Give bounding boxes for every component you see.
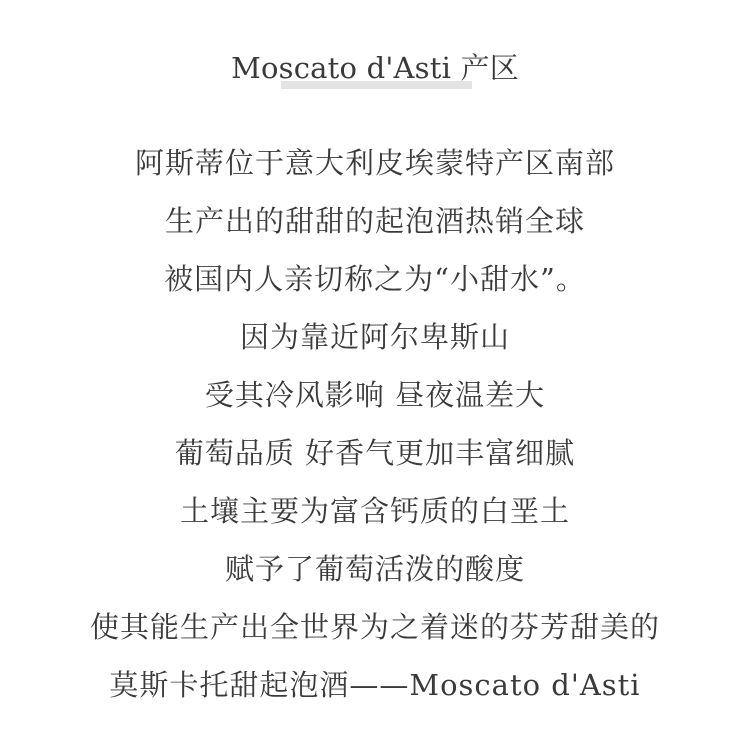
body-line: 生产出的甜甜的起泡酒热销全球 bbox=[164, 204, 585, 238]
body-line: 使其能生产出全世界为之着迷的芬芳甜美的 bbox=[89, 610, 660, 644]
body-line: 被国内人亲切称之为“小甜水”。 bbox=[164, 262, 586, 296]
body-line: 土壤主要为富含钙质的白垩土 bbox=[179, 494, 570, 528]
body-line: 阿斯蒂位于意大利皮埃蒙特产区南部 bbox=[134, 146, 615, 180]
body-line: 受其冷风影响 昼夜温差大 bbox=[204, 378, 546, 412]
body-text bbox=[0, 134, 750, 714]
title-container bbox=[0, 46, 750, 90]
body-line: 莫斯卡托甜起泡酒——Moscato d'Asti bbox=[109, 668, 641, 702]
page-title bbox=[231, 46, 519, 90]
page-title-text: Moscato d'Asti 产区 bbox=[231, 51, 519, 85]
body-line: 葡萄品质 好香气更加丰富细腻 bbox=[174, 436, 576, 470]
body-line: 赋予了葡萄活泼的酸度 bbox=[224, 552, 525, 586]
body-line: 因为靠近阿尔卑斯山 bbox=[239, 320, 510, 354]
